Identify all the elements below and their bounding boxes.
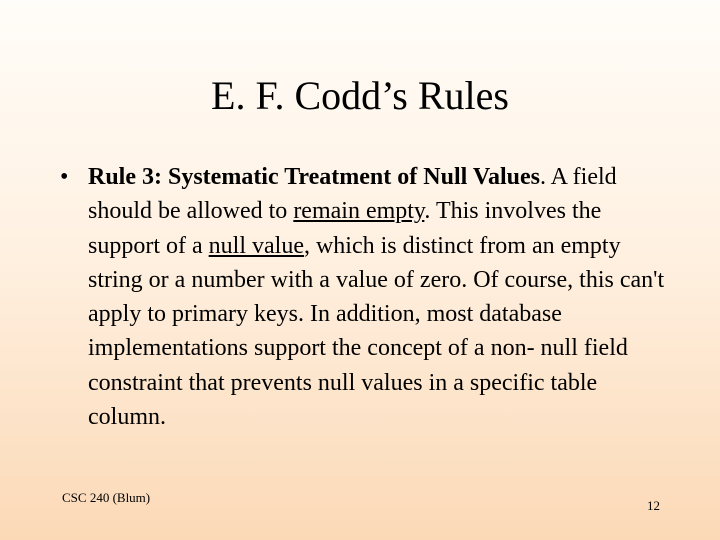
bullet-text-part-1: . A field should be allowed to [88, 164, 617, 225]
bullet-text-part-2: . This involves the support of a [88, 198, 602, 259]
bullet-text-part-3: , which is distinct from an empty string or a number with a value of zero. Of course, this can't apply to primary keys. In addition, most database implementations support the concept of a non- null field constraint that prevents null values in a specific table column. [88, 232, 665, 431]
bullet-marker: • [60, 164, 69, 190]
page-number: 12 [647, 498, 660, 513]
underlined-remain-empty: remain empty [293, 198, 425, 225]
rule-heading: Rule 3: Systematic Treatment of Null Values [88, 164, 540, 190]
footer-course: CSC 240 (Blum) [62, 490, 151, 505]
bullet-text [88, 160, 668, 434]
underlined-null-value: null value [208, 232, 304, 259]
slide-title: E. F. Codd’s Rules [211, 73, 509, 118]
